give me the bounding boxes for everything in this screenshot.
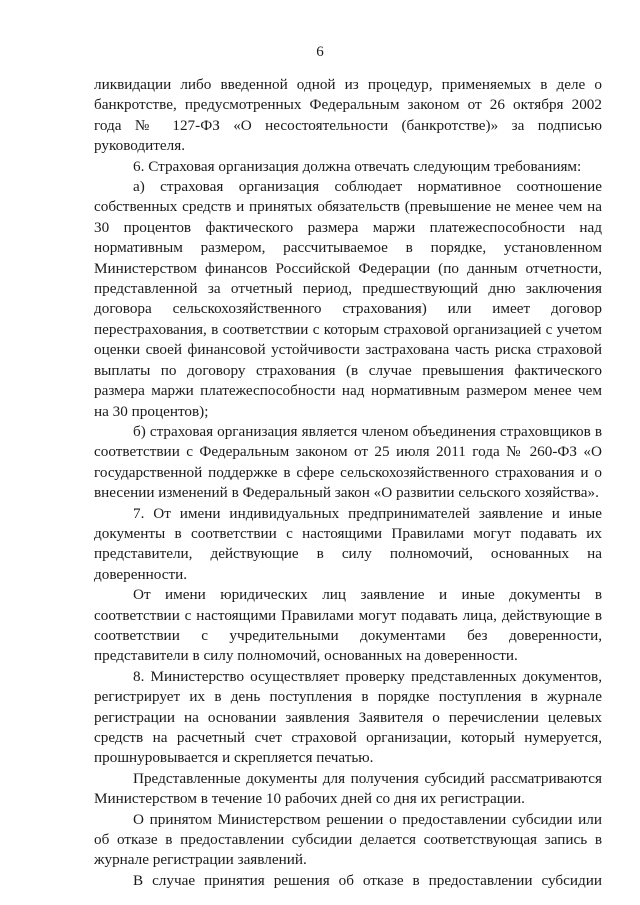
paragraph-item-7: 7. От имени индивидуальных предпринимателей заявление и иные документы в соответствии с настоящими Правилами могут подавать их представители, действующие в силу полномочий, основанных на доверенности. xyxy=(94,504,602,583)
paragraph-legal-entities: От имени юридических лиц заявление и иные документы в соответствии с настоящими Правилами могут подавать лица, действующие в соответствии с учредительными документами без доверенности, представители в силу полномочий, основанных на доверенности. xyxy=(94,586,602,665)
page-number: 6 xyxy=(316,44,324,60)
paragraph-item-8: 8. Министерство осуществляет проверку представленных документов, регистрирует их в день поступления в порядке поступления в журнале регистрации на основании заявления Заявителя о перечислении целевых средств на расчетный счет страховой организации, который нумеруется, прошнуровывается и скрепляется печатью. xyxy=(94,667,602,767)
paragraph-item-6b: б) страховая организация является членом объединения страховщиков в соответствии с Федеральным законом от 25 июля 2011 года № 260-ФЗ «О государственной поддержке в сфере сельскохозяйственного страхования и о внесении изменений в Федеральный закон «О развитии сельского хозяйства». xyxy=(94,422,602,502)
paragraph-decision-record: О принятом Министерством решении о предоставлении субсидии или об отказе в предоставлении субсидии делается соответствующая запись в журнале регистрации заявлений. xyxy=(94,810,602,869)
paragraph-item-6a: а) страховая организация соблюдает нормативное соотношение собственных средств и принятых обязательств (превышение не менее чем на 30 процентов фактического размера маржи платежеспособности над нормативным размером, рассчитываемое в порядке, установленном Министерством финансов Российской Федерации (по данным отчетности, представленной за отчетный период, предшествующий дню заключения договора сельскохозяйственного страхования) или имеет договор перестрахования, в соответствии с которым страховой организацией с учетом оценки своей финансовой устойчивости застрахована часть риска страховой выплаты по договору страхования (в случае превышения фактического размера маржи платежеспособности над нормативным размером менее чем на 30 процентов); xyxy=(94,178,602,420)
paragraph-item-6: 6. Страховая организация должна отвечать следующим требованиям: xyxy=(133,157,582,175)
paragraph-liquidation-continuation: ликвидации либо введенной одной из процедур, применяемых в деле о банкротстве, предусмотренных Федеральным законом от 26 октября 2002 года № 127-ФЗ «О несостоятельности (банкротстве)» за подписью руководителя. xyxy=(94,76,602,155)
document-body xyxy=(94,75,602,891)
paragraph-refusal-case: В случае принятия решения об отказе в предоставлении субсидии xyxy=(133,871,602,889)
paragraph-review-period: Представленные документы для получения субсидий рассматриваются Министерством в течение 10 рабочих дней со дня их регистрации. xyxy=(94,769,602,808)
